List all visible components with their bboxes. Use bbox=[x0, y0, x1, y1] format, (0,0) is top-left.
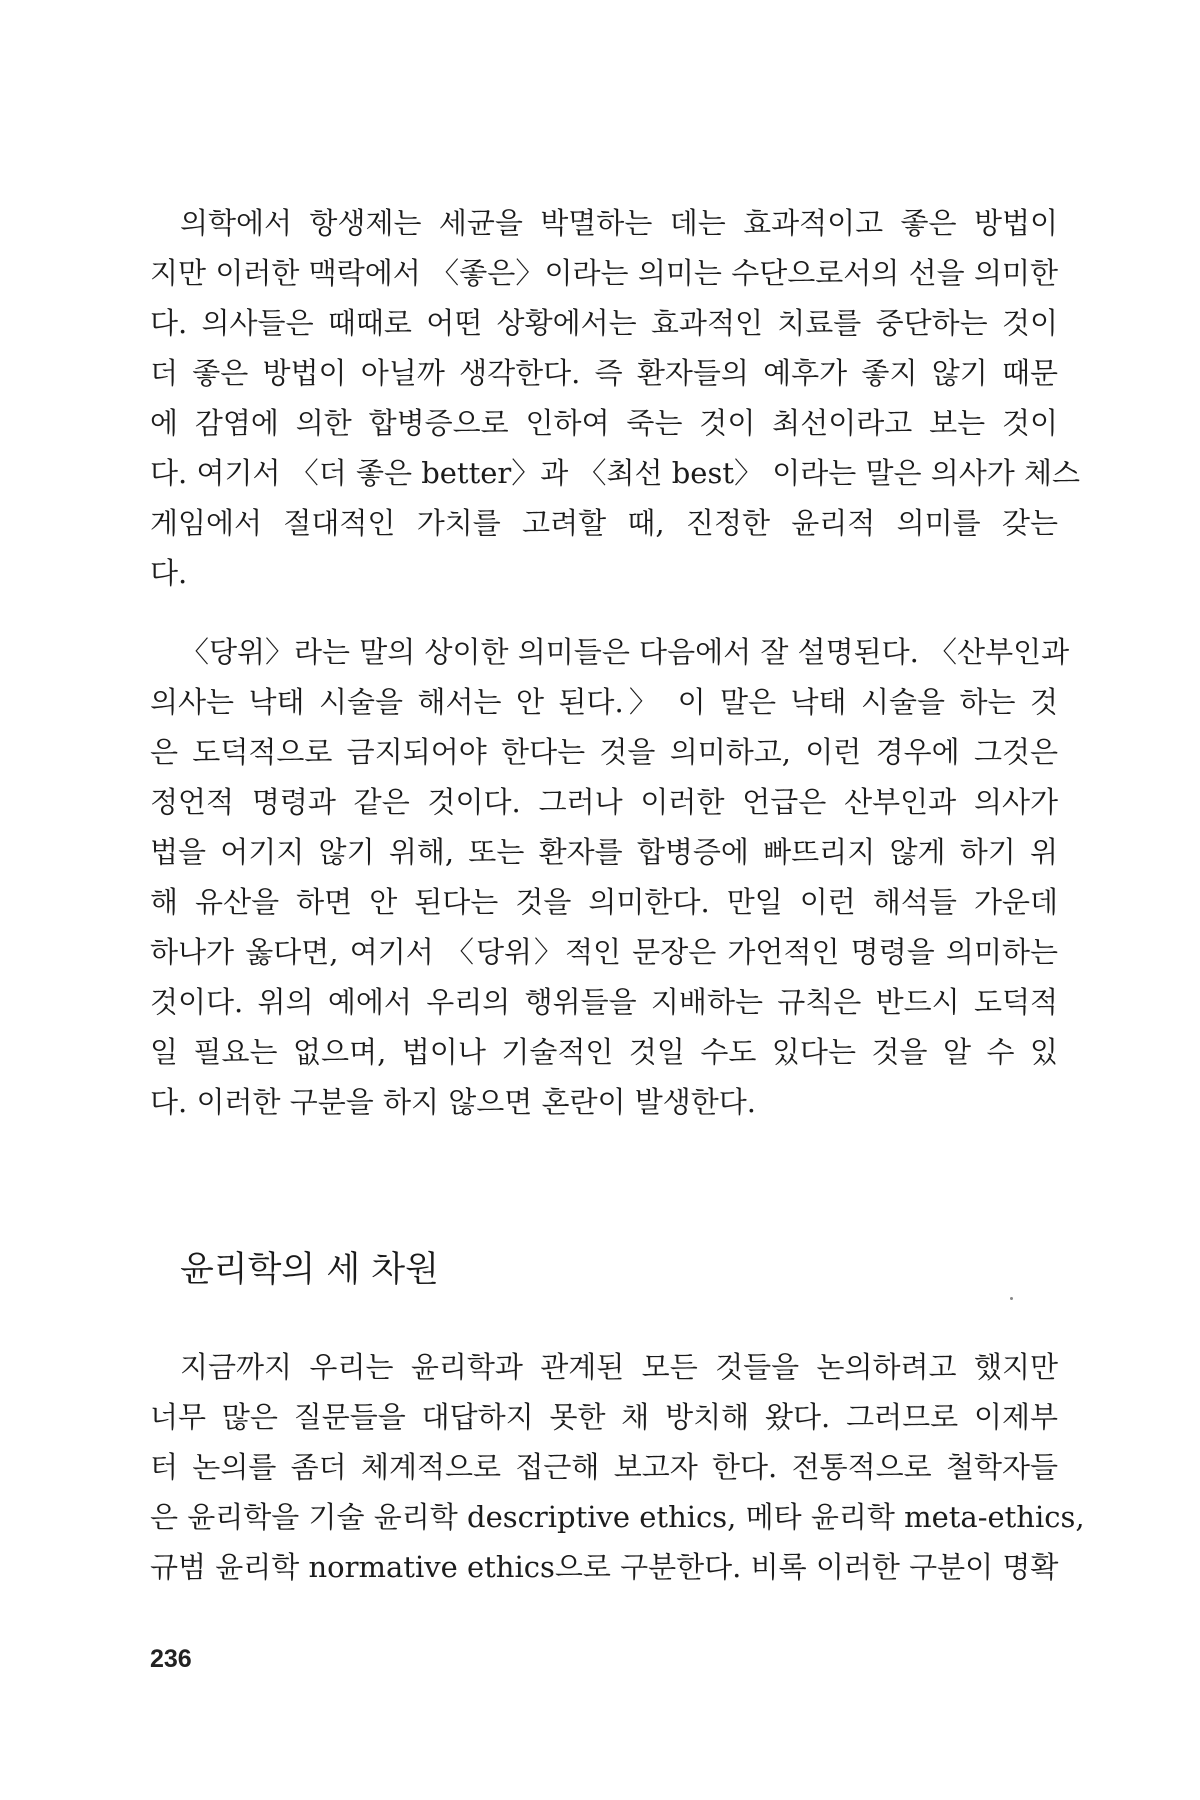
paragraph-line: 너무 많은 질문들을 대답하지 못한 채 방치해 왔다. 그러므로 이제부 bbox=[150, 1400, 1058, 1434]
paragraph-1 bbox=[150, 198, 1081, 598]
paragraph-line: 다. 의사들은 때때로 어떤 상황에서는 효과적인 치료를 중단하는 것이 bbox=[150, 306, 1058, 340]
paragraph-line: 정언적 명령과 같은 것이다. 그러나 이러한 언급은 산부인과 의사가 bbox=[150, 785, 1058, 819]
paragraph-line: 다. bbox=[150, 556, 188, 590]
paragraph-line: 다. 여기서 〈더 좋은 better〉과 〈최선 best〉 이라는 말은 의사가 체스 bbox=[150, 456, 1081, 490]
paragraph-line: 지금까지 우리는 윤리학과 관계된 모든 것들을 논의하려고 했지만 bbox=[180, 1350, 1058, 1384]
paragraph-2 bbox=[150, 627, 1070, 1127]
paragraph-line: 은 윤리학을 기술 윤리학 descriptive ethics, 메타 윤리학 meta-ethics, bbox=[150, 1500, 1085, 1534]
page-number: 236 bbox=[150, 1645, 192, 1673]
paragraph-line: 의학에서 항생제는 세균을 박멸하는 데는 효과적이고 좋은 방법이 bbox=[180, 206, 1058, 240]
paragraph-line: 은 도덕적으로 금지되어야 한다는 것을 의미하고, 이런 경우에 그것은 bbox=[150, 735, 1058, 769]
paragraph-line: 해 유산을 하면 안 된다는 것을 의미한다. 만일 이런 해석들 가운데 bbox=[150, 885, 1058, 919]
paragraph-line: 일 필요는 없으며, 법이나 기술적인 것일 수도 있다는 것을 알 수 있 bbox=[150, 1035, 1058, 1069]
paragraph-line: 에 감염에 의한 합병증으로 인하여 죽는 것이 최선이라고 보는 것이 bbox=[150, 406, 1058, 440]
paragraph-line: 터 논의를 좀더 체계적으로 접근해 보고자 한다. 전통적으로 철학자들 bbox=[150, 1450, 1058, 1484]
paragraph-line: 지만 이러한 맥락에서 〈좋은〉이라는 의미는 수단으로서의 선을 의미한 bbox=[150, 256, 1058, 290]
paragraph-line: 하나가 옳다면, 여기서 〈당위〉적인 문장은 가언적인 명령을 의미하는 bbox=[150, 935, 1058, 969]
paragraph-line: 다. 이러한 구분을 하지 않으면 혼란이 발생한다. bbox=[150, 1085, 757, 1119]
paragraph-line: 게임에서 절대적인 가치를 고려할 때, 진정한 윤리적 의미를 갖는 bbox=[150, 506, 1058, 540]
section-heading: 윤리학의 세 차원 bbox=[180, 1250, 439, 1290]
paragraph-line: 것이다. 위의 예에서 우리의 행위들을 지배하는 규칙은 반드시 도덕적 bbox=[150, 985, 1058, 1019]
paragraph-3 bbox=[150, 1342, 1085, 1592]
speck-mark bbox=[1010, 1297, 1013, 1300]
paragraph-line: 규범 윤리학 normative ethics으로 구분한다. 비록 이러한 구분이 명확 bbox=[150, 1550, 1059, 1584]
paragraph-line: 의사는 낙태 시술을 해서는 안 된다.〉 이 말은 낙태 시술을 하는 것 bbox=[150, 685, 1058, 719]
paragraph-line: 법을 어기지 않기 위해, 또는 환자를 합병증에 빠뜨리지 않게 하기 위 bbox=[150, 835, 1058, 869]
paragraph-line: 더 좋은 방법이 아닐까 생각한다. 즉 환자들의 예후가 좋지 않기 때문 bbox=[150, 356, 1058, 390]
paragraph-line: 〈당위〉라는 말의 상이한 의미들은 다음에서 잘 설명된다. 〈산부인과 bbox=[180, 635, 1070, 669]
